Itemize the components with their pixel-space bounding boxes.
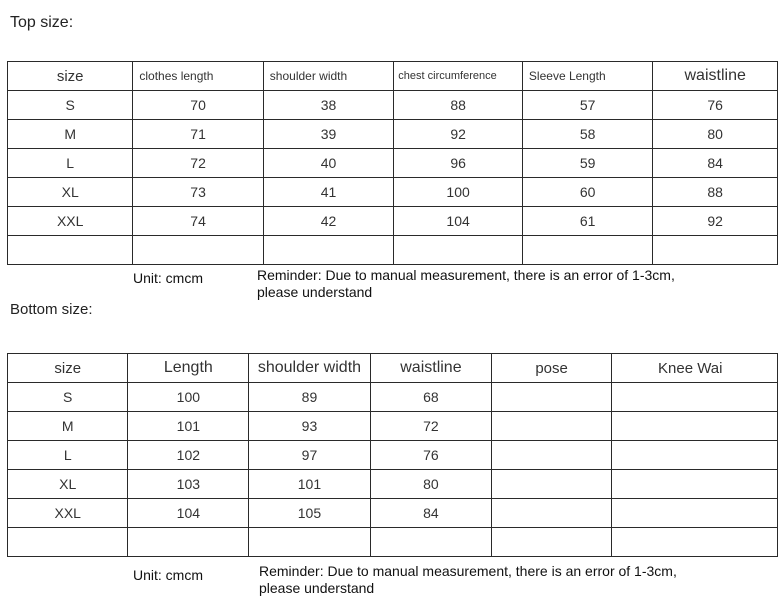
table-row-empty: [8, 236, 778, 265]
cell: 84: [370, 499, 491, 528]
cell: [612, 383, 778, 412]
cell: 39: [263, 120, 393, 149]
cell: 101: [128, 412, 249, 441]
cell: 104: [128, 499, 249, 528]
cell: [394, 236, 523, 265]
cell: 80: [653, 120, 778, 149]
table-row: [8, 207, 778, 236]
table-row-empty: [8, 528, 778, 557]
cell: 71: [133, 120, 263, 149]
top-reminder-note: Reminder: Due to manual measurement, there is an error of 1-3cm, please understand: [257, 267, 675, 300]
cell: 101: [249, 470, 370, 499]
header-pose: pose: [492, 354, 612, 383]
cell: 74: [133, 207, 263, 236]
cell: [133, 236, 263, 265]
table-row: [8, 470, 778, 499]
top-unit-note: Unit: cmcm: [133, 270, 203, 286]
cell: 104: [394, 207, 523, 236]
cell: 103: [128, 470, 249, 499]
cell: 105: [249, 499, 370, 528]
cell: XXL: [8, 499, 128, 528]
cell: [522, 236, 652, 265]
table-header-row: [8, 62, 778, 91]
cell: [370, 528, 491, 557]
cell: 88: [394, 91, 523, 120]
cell: 41: [263, 178, 393, 207]
cell: 38: [263, 91, 393, 120]
table-header-row: [8, 354, 778, 383]
cell: [8, 528, 128, 557]
cell: 60: [522, 178, 652, 207]
cell: 97: [249, 441, 370, 470]
top-size-table: [7, 61, 778, 265]
cell: 96: [394, 149, 523, 178]
cell: XL: [8, 178, 133, 207]
cell: 100: [394, 178, 523, 207]
header-length: Length: [128, 354, 249, 383]
cell: [612, 412, 778, 441]
cell: S: [8, 91, 133, 120]
top-size-title: Top size:: [10, 14, 74, 31]
bottom-unit-note: Unit: cmcm: [133, 567, 203, 583]
cell: XXL: [8, 207, 133, 236]
cell: 80: [370, 470, 491, 499]
table-row: [8, 178, 778, 207]
table-row: [8, 441, 778, 470]
table-row: [8, 149, 778, 178]
cell: 76: [653, 91, 778, 120]
cell: 92: [394, 120, 523, 149]
header-clothes-length: clothes length: [133, 62, 263, 91]
cell: 89: [249, 383, 370, 412]
cell: 68: [370, 383, 491, 412]
cell: [612, 528, 778, 557]
table-row: [8, 91, 778, 120]
header-shoulder-width: shoulder width: [263, 62, 393, 91]
header-chest-circumference: chest circumference: [394, 62, 523, 91]
cell: M: [8, 120, 133, 149]
cell: [653, 236, 778, 265]
cell: [8, 236, 133, 265]
cell: 58: [522, 120, 652, 149]
cell: [612, 470, 778, 499]
cell: 59: [522, 149, 652, 178]
cell: XL: [8, 470, 128, 499]
cell: 73: [133, 178, 263, 207]
cell: 84: [653, 149, 778, 178]
header-waistline: waistline: [653, 62, 778, 91]
cell: [492, 499, 612, 528]
table-row: [8, 412, 778, 441]
header-shoulder-width: shoulder width: [249, 354, 370, 383]
header-sleeve-length: Sleeve Length: [522, 62, 652, 91]
table-row: [8, 383, 778, 412]
bottom-size-table: [7, 353, 778, 557]
cell: L: [8, 149, 133, 178]
table-row: [8, 499, 778, 528]
cell: 72: [133, 149, 263, 178]
cell: [492, 383, 612, 412]
cell: [612, 499, 778, 528]
cell: 100: [128, 383, 249, 412]
cell: 92: [653, 207, 778, 236]
cell: 88: [653, 178, 778, 207]
cell: [249, 528, 370, 557]
cell: 102: [128, 441, 249, 470]
cell: 70: [133, 91, 263, 120]
cell: L: [8, 441, 128, 470]
cell: [492, 412, 612, 441]
cell: [492, 528, 612, 557]
cell: 42: [263, 207, 393, 236]
bottom-reminder-note: Reminder: Due to manual measurement, there is an error of 1-3cm, please understand: [259, 563, 677, 596]
header-waistline: waistline: [370, 354, 491, 383]
header-knee-wai: Knee Wai: [612, 354, 778, 383]
cell: [492, 441, 612, 470]
bottom-size-title: Bottom size:: [10, 301, 93, 318]
cell: 40: [263, 149, 393, 178]
cell: 57: [522, 91, 652, 120]
cell: S: [8, 383, 128, 412]
cell: [263, 236, 393, 265]
cell: 76: [370, 441, 491, 470]
cell: [492, 470, 612, 499]
header-size: size: [8, 354, 128, 383]
cell: 72: [370, 412, 491, 441]
table-row: [8, 120, 778, 149]
cell: 61: [522, 207, 652, 236]
cell: [128, 528, 249, 557]
header-size: size: [8, 62, 133, 91]
cell: M: [8, 412, 128, 441]
cell: [612, 441, 778, 470]
cell: 93: [249, 412, 370, 441]
